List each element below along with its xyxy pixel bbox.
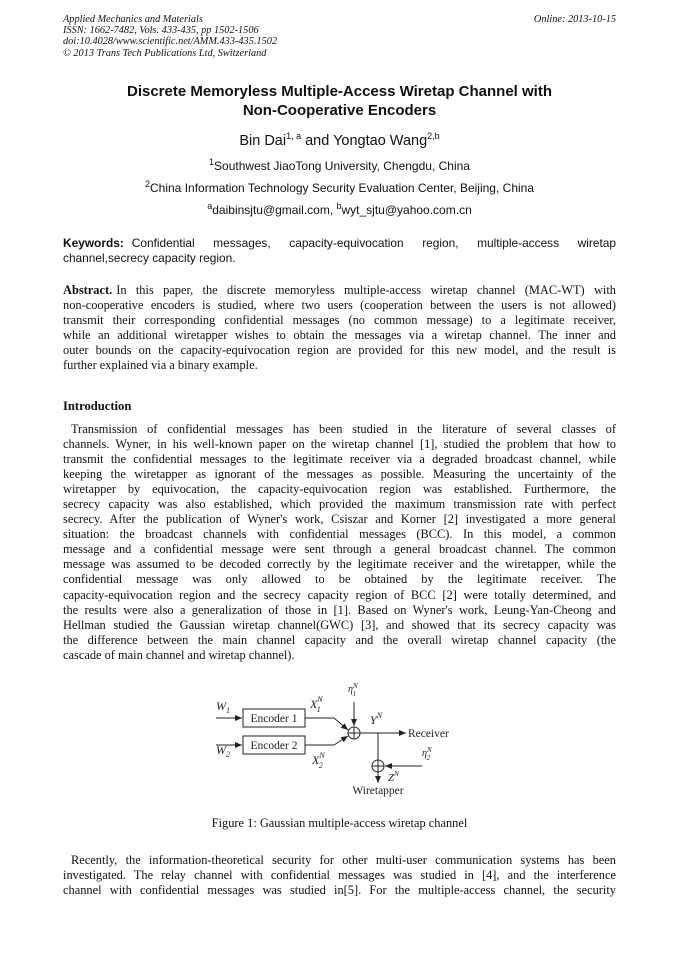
paper-title [63,82,616,120]
online-date: Online: 2013-10-15 [533,14,616,25]
x1-label [309,695,323,714]
authors [63,131,616,149]
abstract-text-2: transmit their corresponding confidential messages (no common message) to a legitimate receiver, [63,313,616,328]
affiliation-2 [63,179,616,195]
intro-line: Hellman studied the Gaussian wiretap channel(GWC) [3], and showed that its secrecy capacity was [63,617,616,632]
intro-line: wiretapper by equivocation, the capacity-equivocation region was established. Furthermore, the [63,482,616,497]
receiver-label: Receiver [408,728,449,740]
abstract-text-0: In this paper, the discrete memoryless multiple-access wiretap channel (MAC-WT) with [116,283,616,297]
abstract-text-5: further explained via a binary example. [63,358,258,373]
intro-line: situation: the broadcast channels with confidential messages (BCC). In this model, a common [63,527,616,542]
continuation-paragraph [63,853,616,898]
z-label [388,770,399,784]
intro-line: confidential message was only allowed to be obtained by the legitimate receiver. The [63,572,616,587]
emails [63,201,616,217]
x1-diagonal [334,718,348,730]
abstract-text-3: while an additional wiretapper wishes to obtain the messages via a wiretap channel. The inner and [63,328,616,343]
abstract-line-1 [63,283,616,298]
title-line-1: Discrete Memoryless Multiple-Access Wiretap Channel with [127,83,552,100]
email-b-sup: b [336,201,342,211]
affiliation-2-sup: 2 [144,179,150,189]
intro-line: capacity-equivocation region and the secrecy capacity region of BCC [2] were totally determined, and [63,587,616,602]
cont-line: Recently, the information-theoretical security for other multi-user communication systems has been [71,853,616,867]
encoder-1-label: Encoder 1 [250,713,298,725]
eta2-label [422,746,432,762]
svg-text:ηN2: $\eta^N$ 2 [422,746,432,762]
author-2: and Yongtao Wang [301,132,428,149]
introduction-paragraph [63,422,616,663]
svg-text:ηN1: $\eta^N$ 1 [348,682,358,698]
author-2-sup: 2,b [427,131,440,141]
intro-line: channels. Wyner, in his well-known paper on the wiretap channel [1], studied the problem that how to [63,437,616,452]
keywords-line-1 [63,236,616,251]
abstract-text-4: outer bounds on the capacity-equivocation region are provided for this new model, and the result is [63,343,616,358]
intro-line: secrecy capacity was also established, which provided the maximum transmission rate with perfect [63,497,616,512]
abstract-label: Abstract. [63,283,113,297]
intro-line: message and a confidential message were sent through a general broadcast channel. The common [63,542,616,557]
keywords [63,236,616,266]
svg-text:W1: $W_1$ [216,699,230,715]
email-b: wyt_sjtu@yahoo.com.cn [341,203,472,217]
intro-line: the difference between the main channel capacity and the overall wiretap channel capacity (the [63,632,616,647]
y-label [370,711,383,727]
cont-line: investigated. The relay channel with confidential messages was studied in [4], and the interference [63,868,616,883]
intro-line: Transmission of confidential messages has been studied in the literature of several classes of [71,422,616,436]
intro-line: message was assumed to be decoded correctly by the legitimate receiver and the wiretapper, while the [63,557,616,572]
email-a-sup: a [207,201,213,211]
author-1-sup: 1, a [286,131,302,141]
section-heading-introduction: Introduction [63,399,132,413]
wiretapper-label: Wiretapper [352,785,404,797]
journal-name: Applied Mechanics and Materials [63,14,203,25]
affiliation-2-text: China Information Technology Security Evaluation Center, Beijing, China [150,181,534,195]
intro-line: transmit the confidential messages to the legitimate receiver via a degraded broadcast channel, while [63,452,616,467]
keywords-line-2: channel,secrecy capacity region. [63,251,236,265]
intro-line: keeping the wiretapper as ignorant of the messages as possible. Measuring the uncertainty of the [63,467,616,482]
cont-line: channel with confidential messages was studied in[5]. For the multiple-access channel, the security [63,883,616,898]
affiliation-1-text: Southwest JiaoTong University, Chengdu, China [214,159,470,173]
title-line-2: Non-Cooperative Encoders [242,102,437,119]
w1-label [216,699,230,715]
eta1-label [348,682,358,698]
abstract-text-1: non-cooperative encoders is studied, where two users (cooperation between the users is not allowed) [63,298,616,313]
encoder-2-label: Encoder 2 [250,740,298,752]
x2-diagonal [334,736,348,745]
x2-label [311,751,325,770]
doi: doi:10.4028/www.scientific.net/AMM.433-435.1502 [63,36,278,48]
keywords-text-1: Confidential messages, capacity-equivocation region, multiple-access wiretap [131,236,616,250]
svg-text:XN2: $X^N$ 2 [312,751,325,770]
email-a: daibinsjtu@gmail.com, [212,203,337,217]
figure-1-caption: Figure 1: Gaussian multiple-access wiretap channel [211,816,468,830]
intro-line: secrecy. After the publication of Wyner's work, Csiszar and Korner [2] investigated a more general [63,512,616,527]
keywords-label: Keywords: [63,236,124,250]
affiliation-1 [63,157,616,173]
issn: ISSN: 1662-7482, Vols. 433-435, pp 1502-1506 [63,25,259,37]
svg-text:ZN: $Z^N$ [388,770,399,784]
journal-header [63,14,616,59]
figure-1-diagram [212,680,472,800]
intro-line: cascade of main channel and wiretap channel). [63,647,295,662]
author-1: Bin Dai [239,132,287,149]
svg-text:XN1: $X^N$ 1 [310,695,323,714]
svg-text:W2: $W_2$ [216,743,230,759]
affiliation-1-sup: 1 [209,157,215,167]
svg-text:YN: $Y^N$ [370,711,383,727]
copyright: © 2013 Trans Tech Publications Ltd, Switzerland [63,47,267,59]
intro-line: the results were also a generalization of those in [1]. Based on Wyner's work, Leung-Yan-Cheong and [63,602,616,617]
abstract [63,283,616,373]
